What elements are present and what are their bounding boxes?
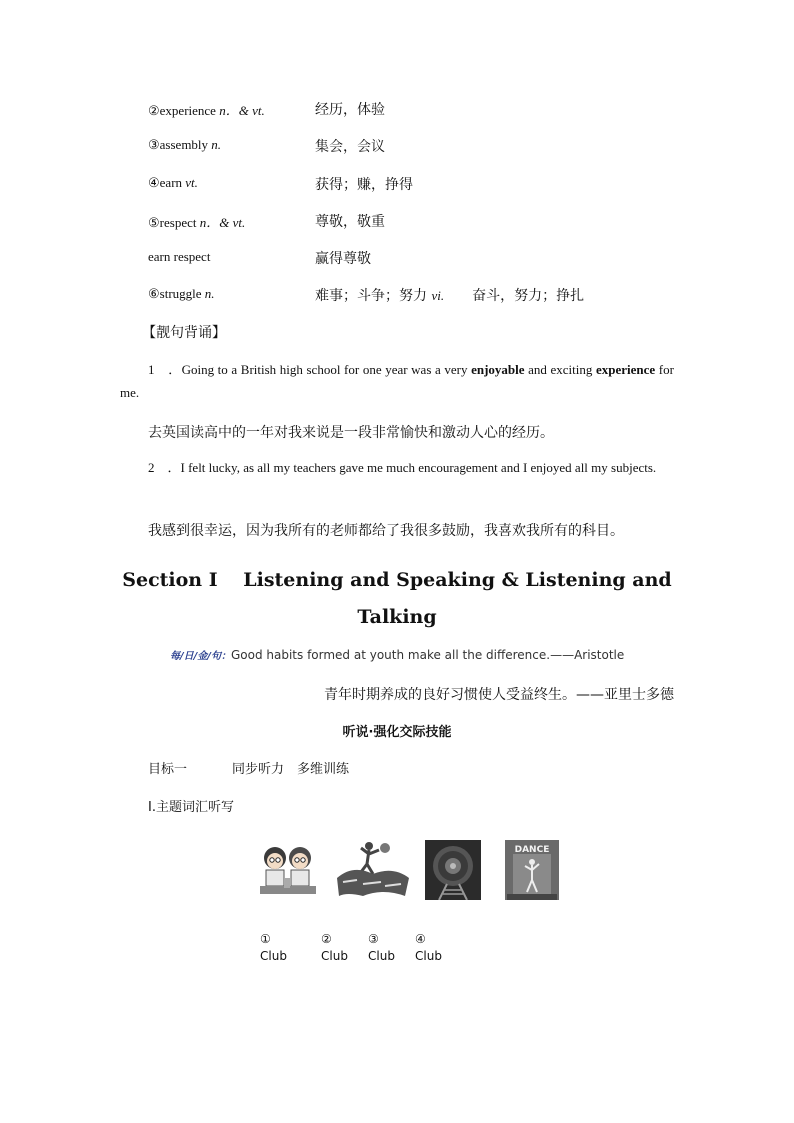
- vocab-word-respect: [148, 212, 245, 231]
- vocab-word: ②experience: [148, 103, 216, 118]
- club-label-3: [368, 931, 395, 965]
- meaning-verb: 奋斗，努力；挣扎: [444, 288, 585, 304]
- vocab-word-assembly: [148, 137, 221, 153]
- part-of-speech: n．&: [215, 103, 253, 118]
- meaning-noun: 难事；斗争；努力: [315, 288, 432, 304]
- speaker-music-image: [425, 840, 481, 900]
- club-number: ③: [368, 932, 379, 946]
- club-text: Club: [260, 949, 287, 963]
- part-of-speech: n．&: [196, 215, 233, 230]
- daily-quote-label: 每/日/金/句：: [170, 651, 231, 662]
- part-of-speech: vt.: [252, 103, 265, 118]
- vocab-meaning: 集会，会议: [315, 139, 385, 155]
- example-sentence-1: [120, 358, 674, 404]
- club-label-2: [321, 931, 348, 965]
- club-text: Club: [321, 949, 348, 963]
- subheading: 听说·强化交际技能: [342, 725, 452, 740]
- part-of-speech: vi.: [431, 288, 445, 303]
- vocab-meaning: 经历，体验: [315, 102, 385, 118]
- daily-quote-chinese: 青年时期养成的良好习惯使人受益终生。——亚里士多德: [324, 687, 674, 703]
- sentence-text: and exciting: [524, 362, 596, 377]
- vocab-word: ④earn: [148, 175, 183, 190]
- sentence-text: Going to a British high school for one year was a very: [181, 362, 472, 377]
- vocab-meaning: 尊敬，敬重: [315, 214, 385, 230]
- section-title-line-1: Section Ⅰ Listening and Speaking & Listening and: [122, 569, 672, 591]
- vocab-word: ⑥struggle: [148, 286, 202, 301]
- club-label-1: [260, 931, 287, 965]
- part-of-speech: vt.: [182, 175, 198, 190]
- vocab-word-experience: [148, 100, 265, 119]
- basketball-image: [333, 838, 413, 900]
- vocab-word-earn: [148, 175, 198, 191]
- sentence-number: 1 ．: [148, 362, 182, 377]
- part-of-speech: n.: [208, 137, 222, 152]
- vocab-word: ③assembly: [148, 137, 209, 152]
- dance-image: [505, 840, 559, 900]
- part-of-speech: n.: [201, 286, 215, 301]
- vocab-phrase-earn-respect: earn respect: [148, 249, 211, 264]
- dance-sign-text: DANCE: [514, 845, 550, 855]
- keyword: enjoyable: [471, 362, 525, 377]
- vocab-word-struggle: [148, 286, 215, 302]
- example-sentence-2: [120, 456, 674, 479]
- goal-label: 目标一: [148, 762, 188, 777]
- recite-heading: 【靓句背诵】: [142, 325, 226, 341]
- sentence-text: for me.: [120, 362, 674, 400]
- science-kids-image: [258, 842, 318, 900]
- club-number: ②: [321, 932, 332, 946]
- task-heading: Ⅰ.主题词汇听写: [148, 800, 234, 815]
- vocab-word: ⑤respect: [148, 215, 197, 230]
- daily-quote-english: Good habits formed at youth make all the difference.——Aristotle: [230, 648, 625, 662]
- club-text: Club: [415, 949, 442, 963]
- daily-quote: [170, 646, 624, 664]
- club-number: ④: [415, 932, 426, 946]
- section-title-line-2: Talking: [357, 606, 437, 628]
- vocab-meaning: 赢得尊敬: [315, 251, 371, 267]
- goal-text: 同步听力 多维训练: [232, 762, 350, 777]
- sentence-text: I felt lucky, as all my teachers gave me much encouragement and I enjoyed all my subjects.: [180, 460, 657, 475]
- club-text: Club: [368, 949, 395, 963]
- example-sentence-1-translation: 去英国读高中的一年对我来说是一段非常愉快和激动人心的经历。: [148, 425, 554, 441]
- club-label-4: [415, 931, 442, 965]
- vocab-meaning: 获得；赚，挣得: [315, 177, 413, 193]
- club-number: ①: [260, 932, 271, 946]
- vocab-meaning: [315, 285, 584, 305]
- keyword: experience: [596, 362, 656, 377]
- part-of-speech: vt.: [232, 215, 246, 230]
- example-sentence-2-translation: 我感到很幸运，因为我所有的老师都给了我很多鼓励，我喜欢我所有的科目。: [148, 523, 624, 539]
- sentence-number: 2 ．: [148, 460, 181, 475]
